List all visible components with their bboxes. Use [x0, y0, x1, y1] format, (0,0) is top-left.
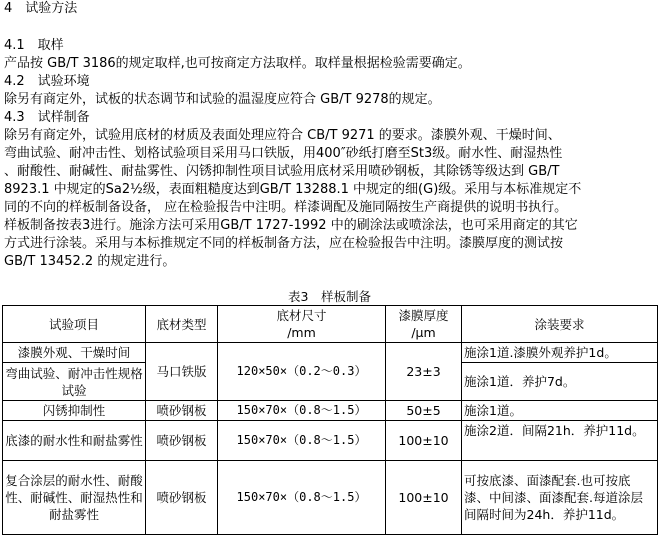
cell-thickness: 50±5	[386, 401, 462, 421]
table-header-row	[3, 306, 658, 343]
header-item: 试验项目	[3, 306, 146, 343]
cell-item: 漆膜外观、干燥时间	[3, 343, 146, 363]
cell-requirements: 施涂1道．养护7d。	[462, 363, 658, 401]
header-thickness: 漆膜厚度 /μm	[386, 306, 462, 343]
table-row	[3, 343, 658, 363]
cell-item: 闪锈抑制性	[3, 401, 146, 421]
section-4-1-text: 产品按 GB/T 3186的规定取样,也可按商定方法取样。取样量根据检验需要确定。	[4, 56, 471, 71]
sample-preparation-table	[2, 305, 658, 535]
section-4-3-line: 、耐酸性、耐碱性、耐盐雾性、闪锈抑制性项目试验用底材采用喷砂钢板，其除锈等级达到 GB/T	[4, 164, 560, 179]
section-4-1-heading: 4.1 取样	[4, 38, 64, 53]
header-substrate: 底材类型	[146, 306, 218, 343]
table-row	[3, 461, 658, 535]
cell-item: 底漆的耐水性和耐盐雾性	[3, 421, 146, 461]
cell-substrate: 喷砂钢板	[146, 421, 218, 461]
table-row	[3, 421, 658, 461]
cell-size: 150×70×（0.8～1.5）	[218, 421, 386, 461]
header-requirements: 涂装要求	[462, 306, 658, 343]
cell-thickness: 23±3	[386, 343, 462, 401]
cell-requirements: 施涂2道．间隔21h．养护11d。	[462, 421, 658, 461]
cell-size: 150×70×（0.8～1.5）	[218, 401, 386, 421]
section-4-3-line: 8923.1 中规定的Sa2½级，表面粗糙度达到GB/T 13288.1 中规定的细(G)级。采用与本标准规定不	[4, 182, 582, 197]
cell-item: 复合涂层的耐水性、耐酸性、耐碱性、耐湿热性和耐盐雾性	[3, 461, 146, 535]
cell-substrate: 喷砂钢板	[146, 461, 218, 535]
section-heading: 4 试验方法	[4, 1, 78, 16]
cell-thickness: 100±10	[386, 421, 462, 461]
section-4-2-text: 除另有商定外，试板的状态调节和试验的温湿度应符合 GB/T 9278的规定。	[4, 92, 441, 107]
section-4-3-line: 方式进行涂装。采用与本标推规定不同的样板制备方法，应在检验报告中注明。漆膜厚度的测试按	[4, 236, 564, 251]
section-4-3-line: GB/T 13452.2 的规定进行。	[4, 254, 176, 269]
cell-requirements: 施涂1道。	[462, 401, 658, 421]
cell-requirements: 施涂1道.漆膜外观养护1d。	[462, 343, 658, 363]
section-4-3-line: 弯曲试验、耐冲击性、划格试验项目采用马口铁版，用400″砂纸打磨至St3级。耐水性、耐湿热性	[4, 146, 563, 161]
section-4-3-line: 同的不向的样板制备设备， 应在检验报告中注明。样漆调配及施同隔按生产商提供的说明书执行。	[4, 200, 568, 215]
header-size: 底材尺寸 /mm	[218, 306, 386, 343]
section-4-2-heading: 4.2 试验环境	[4, 74, 90, 89]
cell-requirements: 可按底漆、面漆配套.也可按底漆、中间漆、面漆配套.每道涂层间隔时间为24h．养护11d。	[462, 461, 658, 535]
section-4-3-line: 样板制备按表3进行。施涂方法可采用GB/T 1727-1992 中的刷涂法或喷涂法，也可采用商定的其它	[4, 218, 578, 233]
section-4-3-line: 除另有商定外，试验用底材的材质及表面处理应符合 CB/T 9271 的要求。漆膜外观、干燥时间、	[4, 128, 561, 143]
table-caption: 表3 样板制备	[288, 289, 371, 304]
cell-substrate: 马口铁版	[146, 343, 218, 401]
cell-size: 120×50×（0.2～0.3）	[218, 343, 386, 401]
cell-size: 150×70×（0.8～1.5）	[218, 461, 386, 535]
table-row	[3, 401, 658, 421]
cell-item: 弯曲试验、耐冲击性规格试验	[3, 363, 146, 401]
cell-substrate: 喷砂钢板	[146, 401, 218, 421]
section-4-3-heading: 4.3 试样制备	[4, 110, 90, 125]
cell-thickness: 100±10	[386, 461, 462, 535]
